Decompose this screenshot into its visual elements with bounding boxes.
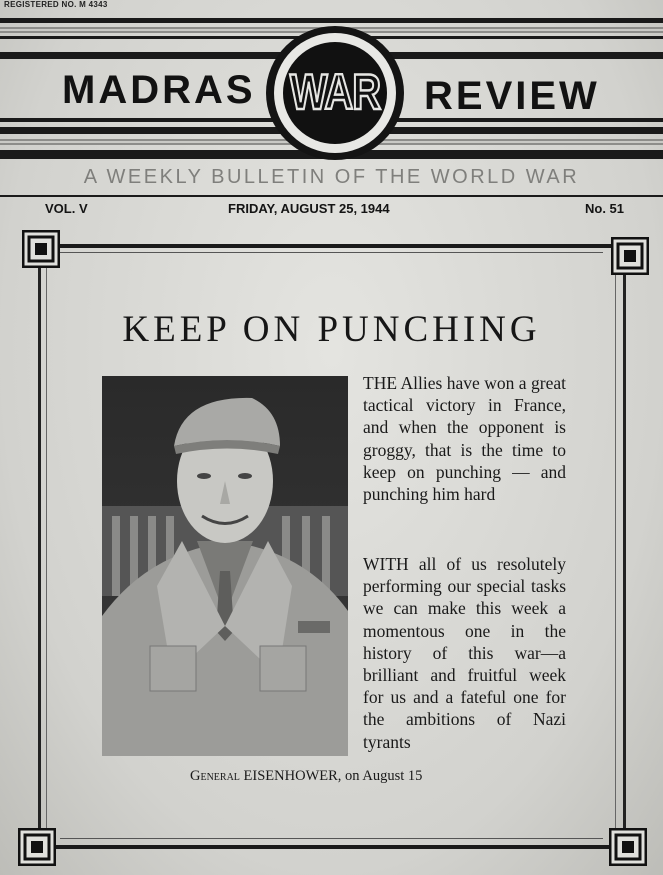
volume: VOL. V xyxy=(45,201,88,216)
corner-ornament-icon xyxy=(609,828,647,866)
issue-date: FRIDAY, AUGUST 25, 1944 xyxy=(228,201,390,216)
paragraph-1: THE Allies have won a great tactical victory in France, and when the opponent is groggy, that is the time to keep on punching — and punching him hard xyxy=(363,373,566,505)
war-logo xyxy=(283,42,387,144)
headline: KEEP ON PUNCHING xyxy=(122,309,541,350)
masthead-left-word: MADRAS xyxy=(62,68,256,112)
paragraph-2: WITH all of us resolutely performing our special tasks we can make this week a momentous one in the history of this war—a brilliant and fruitful week for us and a fateful one for the ambitions of Nazi tyrants xyxy=(363,554,566,752)
photo-caption xyxy=(190,768,422,785)
corner-ornament-icon xyxy=(22,230,60,268)
masthead-right-word: REVIEW xyxy=(424,74,600,118)
frame-bottom-inner xyxy=(60,838,603,839)
portrait-illustration xyxy=(102,376,348,756)
issue-rule xyxy=(0,195,663,197)
registration-number: REGISTERED NO. M 4343 xyxy=(4,0,108,9)
portrait-photo xyxy=(102,376,348,756)
masthead-rule-top xyxy=(0,18,663,23)
tagline: A WEEKLY BULLETIN OF THE WORLD WAR xyxy=(83,166,580,188)
frame-bottom xyxy=(40,845,623,849)
caption-title: General xyxy=(190,768,240,784)
caption-text: EISENHOWER, on August 15 xyxy=(239,768,423,784)
frame-top-inner xyxy=(60,252,603,253)
logo-text: WAR xyxy=(289,64,381,120)
corner-ornament-icon xyxy=(611,237,649,275)
corner-ornament-icon xyxy=(18,828,56,866)
frame-top xyxy=(40,244,623,248)
issue-number: No. 51 xyxy=(585,201,625,216)
